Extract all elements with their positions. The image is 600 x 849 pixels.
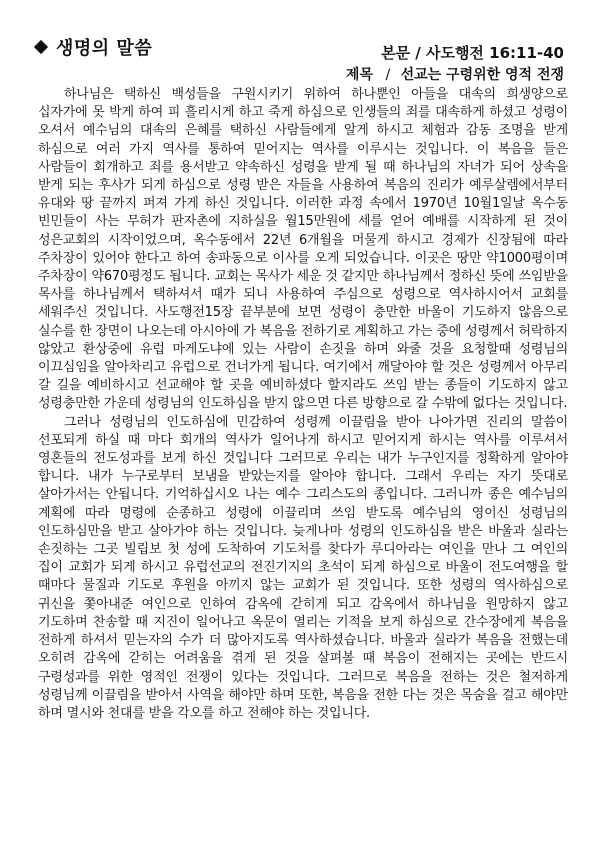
- diamond-bullet-icon: [34, 40, 48, 54]
- page-title: [36, 34, 152, 60]
- subject-text: 선교는 구령위한 영적 전쟁: [400, 67, 564, 83]
- page-title-text: 생명의 말씀: [56, 38, 153, 59]
- subject-label: 제목: [345, 67, 373, 83]
- sermon-body: [38, 86, 568, 842]
- subject-separator: /: [385, 67, 391, 83]
- sermon-subject: [346, 64, 564, 84]
- body-paragraph: 그러나 성령님의 인도하심에 민감하여 성령께 이끌림을 받아 나아가면 진리의 말씀이 선포되게 하실 때 마다 회개의 역사가 일어나게 하시고 믿어지게 하시는 역사를 이루셔서 영혼들의 전도성과를 보게 하신 것입니다 그러므로 우리는 내가 누구인지를 정확하게 알아야 합니다. 내가 누구로부터 보냄을 받았는지를 알아야 합니다. 그래서 우리는 자기 뜻대로 살아가서는 안됩니다. 기억하십시오 나는 예수 그리스도의 종입니다. 그러니까 종은 예수님의 계획에 따라 명령에 순종하고 성령에 이끌리며 쓰임 받도록 예수님의 영이신 성령님의 인도하심만을 받고 살아가야 하는 것입니다. 늦게나마 성령의 인도하심을 받은 바울과 실라는 손짓하는 그곳 빌립보 첫 성에 도착하여 기도처를 찾다가 루디아라는 여인을 만나 그 여인의 집이 교회가 되게 하시고 유럽선교의 전진기지의 초석이 되게 하심으로 바울이 전도여행을 할 때마다 물질과 기도로 후원을 아끼지 않는 교회가 된 것입니다. 또한 성령의 역사하심으로 귀신을 쫓아내준 여인으로 인하여 감옥에 갇히게 되고 감옥에서 하나님을 원망하지 않고 기도하며 찬송할 때 지진이 일어나고 옥문이 열리는 기적을 보게 하심으로 간수장에게 복음을 전하게 하셔서 믿는자의 수가 더 많아지도록 역사하셨습니다. 바울과 실라가 복음을 전했는데 오히려 감옥에 갇히는 어려움을 겪게 된 것을 살펴볼 때 복음이 전해지는 곳에는 반드시 구령성과를 위한 영적인 전쟁이 있다는 것입니다. 그러므로 복음을 전하는 것은 철저하게 성령님께 이끌림을 받아서 사역을 해야만 하며 또한, 복음을 전한 다는 것은 목숨을 걸고 해야만 하며 멸시와 천대를 받을 각오를 하고 전해야 하는 것입니다.: [38, 414, 568, 721]
- scripture-reference: 본문 / 사도행전 16:11-40: [381, 44, 564, 62]
- page-header: [0, 0, 600, 83]
- body-paragraph: 하나님은 택하신 백성들을 구원시키기 위하여 하나뿐인 아들을 대속의 희생양으로 십자가에 못 박게 하여 피 흘리시게 하고 죽게 하심으로 인생들의 죄를 대속하게 하셨고 성령이 오셔서 예수님의 대속의 은혜를 택하신 사람들에게 알게 하시고 체험과 감동 조명을 받게 하심으로 여러 가지 역사를 통하여 믿어지는 역사를 이루시는 것입니다. 이 복음을 들은 사람들이 회개하고 죄를 용서받고 약속하신 성령을 받게 될 때 하나님의 자녀가 되어 상속을 받게 되는 후사가 되게 하심으로 성령 받은 자들을 사용하여 복음의 진리가 예루살렘에서부터 유대와 땅 끝까지 퍼져 가게 하신 것입니다. 이러한 과정 속에서 1970년 10월1일날 옥수동 빈민들이 사는 무허가 판자촌에 지하실을 월15만원에 세를 얻어 예배를 시작하게 된 것이 성은교회의 시작이었으며, 옥수동에서 22년 6개월을 머물게 하시고 경제가 신장됨에 따라 주차장이 있어야 한다고 하여 송파동으로 이사를 오게 되었습니다. 이곳은 땅만 약1000평이며 주차장이 약670평정도 됩니다. 교회는 목사가 세운 것 같지만 하나님께서 정하신 뜻에 쓰임받을 목사를 하나님께서 택하셔서 때가 되니 사용하여 주심으로 성령으로 역사하시어서 교회를 세워주신 것입니다. 사도행전15장 끝부분에 보면 성령이 충만한 바울이 기도하지 않음으로 실수를 한 장면이 나오는데 아시아에 가 복음을 전하기로 계획하고 가는 중에 성령께서 허락하지 않았고 환상중에 유럽 마게도냐에 있는 사람이 손짓을 하며 와줄 것을 요청할때 성령님의 이끄심임을 알아차리고 유럽으로 건너가게 됩니다. 여기에서 깨달아야 할 것은 성령께서 아무리 갈 길을 예비하시고 선교해야 할 곳을 예비하셨다 할지라도 쓰임 받는 종들이 기도하지 않고 성령충만한 가운데 성령님의 인도하심을 받지 않으면 다른 방향으로 갈 수밖에 없다는 것입니다.: [38, 87, 568, 412]
